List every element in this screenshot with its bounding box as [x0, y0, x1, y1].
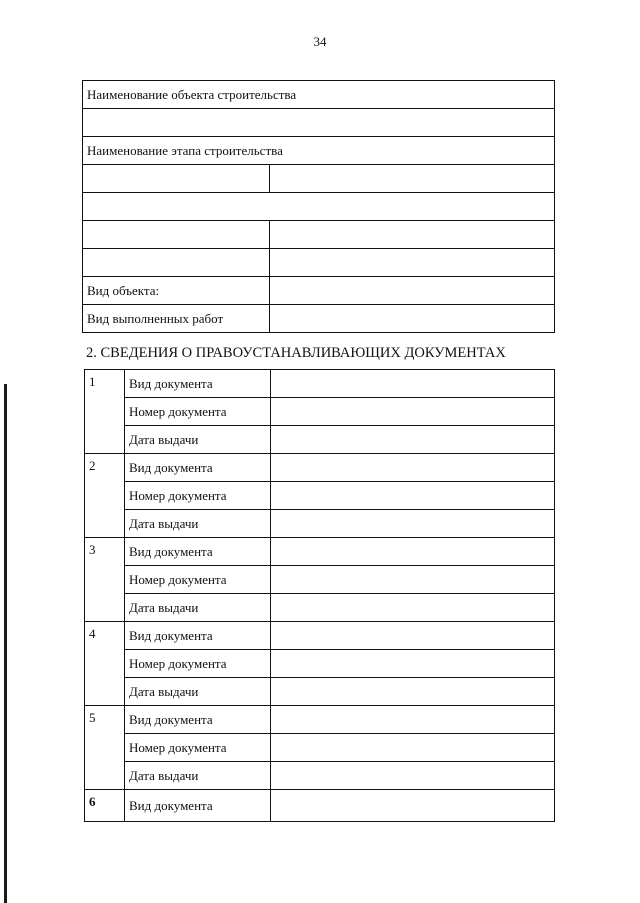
documents-table	[84, 369, 555, 822]
document-number-label: Номер документа	[125, 482, 271, 510]
document-number-field[interactable]	[271, 398, 555, 426]
issue-date-label: Дата выдачи	[125, 594, 271, 622]
document-number-label: Номер документа	[125, 398, 271, 426]
object-type-field[interactable]	[270, 277, 555, 305]
blank-field-left[interactable]	[83, 221, 270, 249]
document-number-label: Номер документа	[125, 566, 271, 594]
object-name-field[interactable]	[83, 109, 555, 137]
works-type-label: Вид выполненных работ	[83, 305, 270, 333]
document-type-field[interactable]	[271, 454, 555, 482]
blank-field-right[interactable]	[270, 221, 555, 249]
document-type-field[interactable]	[271, 622, 555, 650]
document-number-field[interactable]	[271, 482, 555, 510]
issue-date-field[interactable]	[271, 762, 555, 790]
object-info-table	[82, 80, 555, 333]
blank-field-right[interactable]	[270, 249, 555, 277]
document-number: 2	[85, 454, 125, 538]
document-type-label: Вид документа	[125, 706, 271, 734]
stage-field-left[interactable]	[83, 165, 270, 193]
document-type-label: Вид документа	[125, 538, 271, 566]
document-number: 4	[85, 622, 125, 706]
issue-date-label: Дата выдачи	[125, 762, 271, 790]
works-type-field[interactable]	[270, 305, 555, 333]
document-type-label: Вид документа	[125, 454, 271, 482]
page-number: 34	[313, 34, 327, 49]
document-type-field[interactable]	[271, 370, 555, 398]
document-type-label: Вид документа	[125, 370, 271, 398]
document-type-field[interactable]	[271, 706, 555, 734]
document-number-label: Номер документа	[125, 650, 271, 678]
document-type-field[interactable]	[271, 790, 555, 822]
document-number: 1	[85, 370, 125, 454]
document-number: 6	[85, 790, 125, 822]
document-number-field[interactable]	[271, 734, 555, 762]
stage-field-right[interactable]	[270, 165, 555, 193]
object-name-label: Наименование объекта строительства	[83, 81, 555, 109]
issue-date-field[interactable]	[271, 594, 555, 622]
document-type-field[interactable]	[271, 538, 555, 566]
issue-date-label: Дата выдачи	[125, 426, 271, 454]
document-number: 5	[85, 706, 125, 790]
stage-name-field[interactable]	[83, 193, 555, 221]
blank-field-left[interactable]	[83, 249, 270, 277]
issue-date-field[interactable]	[271, 510, 555, 538]
document-number-field[interactable]	[271, 650, 555, 678]
document-number-label: Номер документа	[125, 734, 271, 762]
stage-name-label: Наименование этапа строительства	[83, 137, 555, 165]
document-type-label: Вид документа	[125, 790, 271, 822]
document-number-field[interactable]	[271, 566, 555, 594]
scan-edge-bar	[4, 384, 7, 903]
document-number: 3	[85, 538, 125, 622]
issue-date-field[interactable]	[271, 678, 555, 706]
object-type-label: Вид объекта:	[83, 277, 270, 305]
issue-date-label: Дата выдачи	[125, 678, 271, 706]
issue-date-label: Дата выдачи	[125, 510, 271, 538]
document-type-label: Вид документа	[125, 622, 271, 650]
issue-date-field[interactable]	[271, 426, 555, 454]
section-2-title: 2. СВЕДЕНИЯ О ПРАВОУСТАНАВЛИВАЮЩИХ ДОКУМЕНТАХ	[86, 345, 506, 361]
